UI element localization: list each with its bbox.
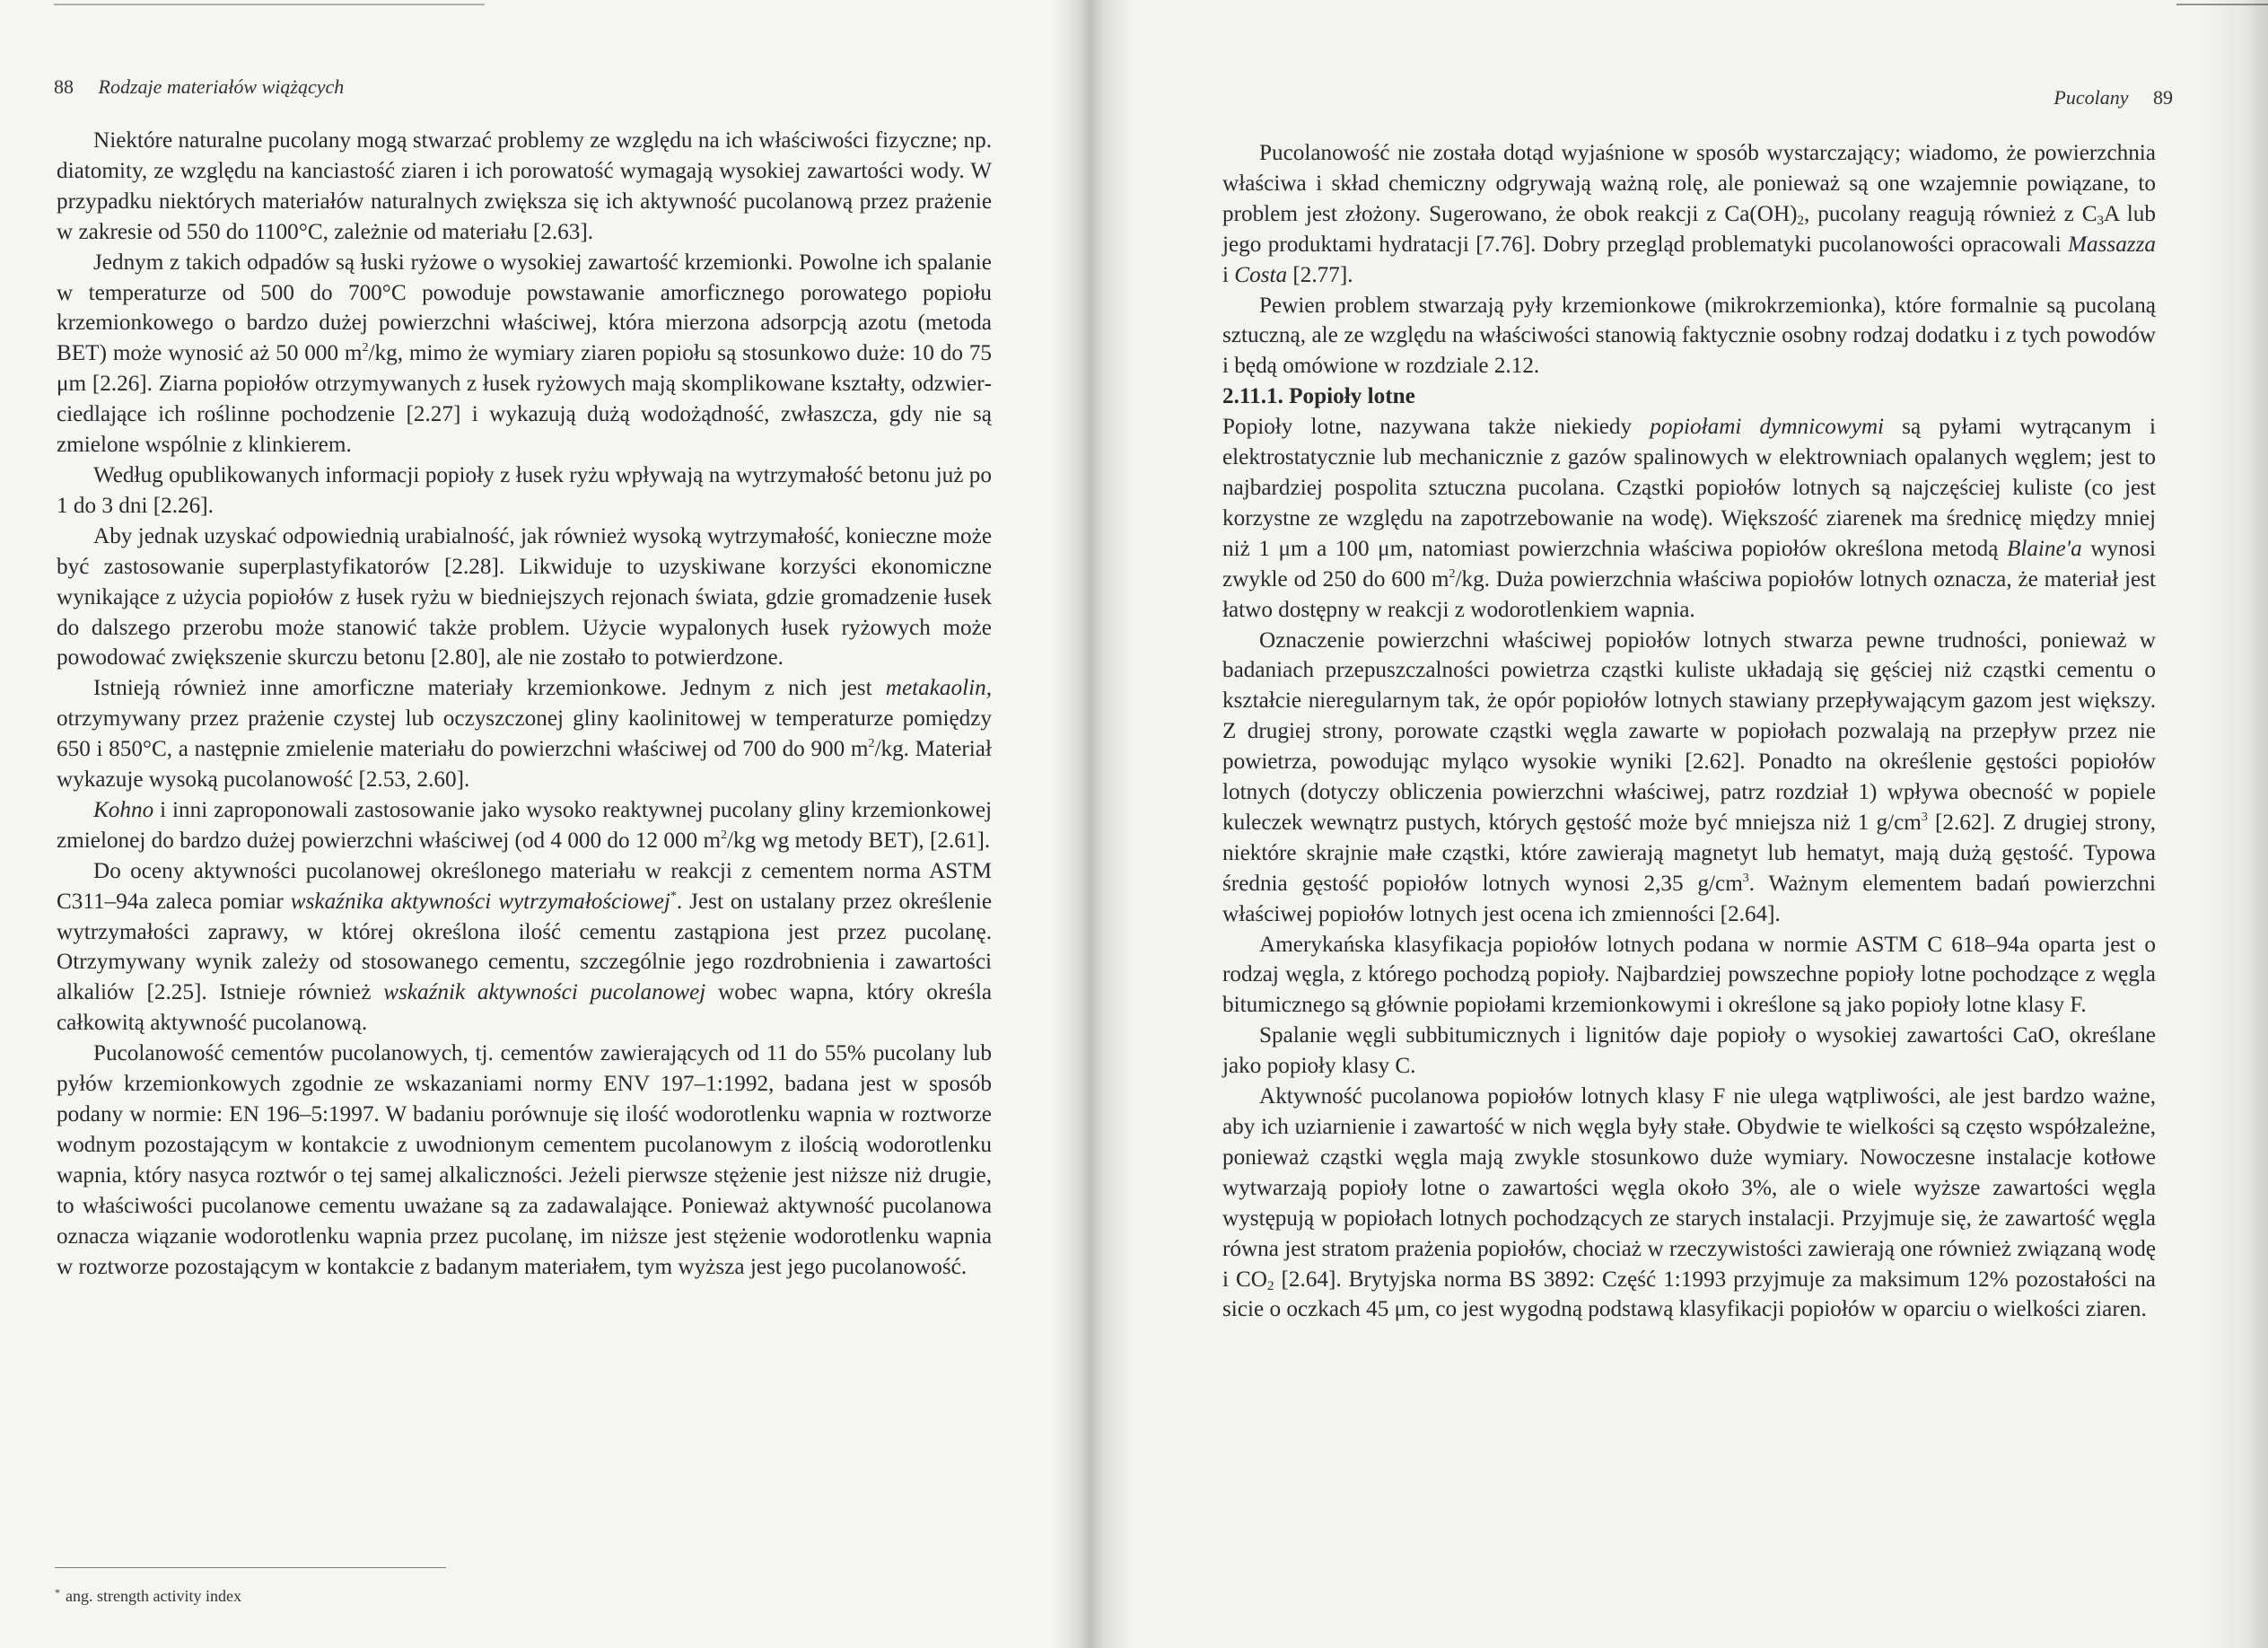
page-number: 89 <box>2153 86 2173 109</box>
running-head-left <box>54 75 344 99</box>
running-title: Rodzaje materiałów wiążących <box>98 75 345 98</box>
paragraph: Amerykańska klasyfikacja popiołów lotnych podana w normie ASTM C 618–94a oparta jest o rodzaj węgla, z którego pochodzą popioły. Najbardziej powszechne popioły lotne pochodzące z węgla bitumicznego są głównie popiołami krzemionkowymi i określone są jako popioły lotne klasy F. <box>1222 932 2156 1018</box>
paragraph: Spalanie węgli subbitumicznych i lignitów daje popioły o wysokiej zawartości CaO, określane jako popioły klasy C. <box>1222 1023 2156 1079</box>
book-gutter <box>1050 0 1131 1648</box>
footnote-mark: * <box>55 1586 60 1599</box>
section-heading: 2.11.1. Popioły lotne <box>1222 384 1415 409</box>
paragraph: Pewien problem stwarzają pyły krzemionkowe (mikrokrzemionka), które formalnie są pucolaną sztuczną, ale ze względu na właściwości stanowią faktycznie osobny rodzaj dodatku i z tych powodów i będą omówione w rozdziale 2.12. <box>1222 293 2156 379</box>
paragraph: Niektóre naturalne pucolany mogą stwarzać problemy ze względu na ich właściwości fizyczne; np. diatomity, ze względu na kanciastość ziaren i ich porowatość wymagają wysokiej zawartości wody. W przypadku niektórych materiałów naturalnych zwiększa się ich aktywność pucolanową przez prażenie w zakresie od 550 do 1100°C, zależnie od materiału [2.63]. <box>57 128 992 244</box>
footnote <box>55 1586 241 1606</box>
page-edge-shadow <box>2205 0 2268 1648</box>
running-head-right <box>2053 86 2173 110</box>
paragraph: Pucolanowość nie została dotąd wyjaśnione w sposób wystarczający; wiadomo, że powierzchnia właściwa i skład chemiczny odgrywają ważną rolę, ale ponieważ są one wzajemnie powiązane, to problem jest złożony. Sugerowano, że obok reakcji z $Ca(OH)_2$, pucolany reagują również z $C_3A$ lub jego produktami hydratacji [7.76]. Dobry przegląd problematyki pucolanowości opracowali Massazza i Costa [2.77]. <box>1222 141 2156 287</box>
paragraph: Aby jednak uzyskać odpowiednią urabialność, jak również wysoką wytrzymałość, konieczne może być zastosowanie superplastyfikatorów [2.28]. Likwiduje to uzyskiwane korzyści ekonomiczne wynikające z użycia popiołów z łusek ryżu w biedniejszych rejonach świata, gdzie gromadzenie łusek do dalszego przerobu może stanowić także problem. Użycie wypalonych łusek ryżowych może powodować zwiększenie skurczu betonu [2.80], ale nie zostało to potwierdzone. <box>57 523 992 671</box>
top-edge-line <box>54 4 485 5</box>
paragraph: Jednym z takich odpadów są łuski ryżowe o wysokiej zawartość krzemionki. Powolne ich spalanie w temperaturze od 500 do 700°C powoduje powstawanie amorficznego porowatego popiołu krzemionkowego o bardzo dużej powierzchni właściwej, która mierzona adsorpcją azotu (metoda BET) może wynosić aż 50 000 $m^2/kg$, mimo że wymiary ziaren popiołu są stosunkowo duże: 10 do 75 μm [2.26]. Ziarna popiołów otrzymywanych z łusek ryżowych mają skomplikowane kształty, odzwierciedlające ich roślinne pochodzenie [2.27] i wykazują dużą wodożądność, zwłaszcza, gdy nie są zmielone wspólnie z klinkierem. <box>57 250 993 458</box>
paragraph: Istnieją również inne amorficzne materiały krzemionkowe. Jednym z nich jest metakaolin, otrzymywany przez prażenie czystej lub oczyszczonej gliny kaolinitowej w temperaturze pomiędzy 650 i 850°C, a następnie zmielenie materiału do powierzchni właściwej od 700 do 900 $m^2/kg$. Materiał wykazuje wysoką pucolanowość [2.53, 2.60]. <box>57 676 992 793</box>
paragraph: Według opublikowanych informacji popioły z łusek ryżu wpływają na wytrzymałość betonu już po 1 do 3 dni [2.26]. <box>57 462 992 518</box>
left-body-text <box>57 126 992 1282</box>
right-page <box>1077 0 2268 1648</box>
paragraph: Kohno i inni zaproponowali zastosowanie jako wysoko reaktywnej pucolany gliny krzemionkowej zmielonej do bardzo dużej powierzchni właściwej (od 4 000 do 12 000 $m^2/kg$ wg metody BET), [2.61]. <box>57 797 992 853</box>
left-page <box>0 0 1077 1648</box>
paragraph: Pucolanowość cementów pucolanowych, tj. cementów zawierających od 11 do 55% pucolany lub pyłów krzemionkowych zgodnie ze wskazaniami normy ENV 197–1:1992, badana jest w sposób podany w normie: EN 196–5:1997. W badaniu porównuje się ilość wodorotlenku wapnia w roztworze wodnym pozostającym w kontakcie z uwodnionym cementem pucolanowym z ilością wodorotlenku wapnia, który nasyca roztwór o tej samej alkaliczności. Jeżeli pierwsze stężenie jest niższe niż drugie, to właściwości pucolanowe cementu uważane są za zadawalające. Ponieważ aktywność pucolanowa oznacza wiązanie wodorotlenku wapnia przez pucolanę, im niższe jest stężenie wodorotlenku wapnia w roztworze pozostającym w kontakcie z badanym materiałem, tym wyższa jest jego pucolanowość. <box>57 1041 992 1279</box>
paragraph: Popioły lotne, nazywana także niekiedy popiołami dymnicowymi są pyłami wytrącanym i elektrostatycznie lub mechanicznie z gazów spalinowych w elektrowniach opalanych węglem; jest to najbardziej pospolita sztuczna pucolana. Cząstki popiołów lotnych są najczęściej kuliste (co jest korzystne ze względu na zapotrzebowanie na wodę). Większość ziarenek ma średnicę między mniej niż 1 μm a 100 μm, natomiast powierzchnia właściwa popiołów określona metodą Blaine'a wynosi zwykle od 250 do 600 $m^2/kg$. Duża powierzchnia właściwa popiołów lotnych oznacza, że materiał jest łatwo dostępny w reakcji z wodorotlenkiem wapnia. <box>1222 415 2156 622</box>
right-body-text <box>1222 138 2156 1325</box>
footnote-rule <box>55 1567 446 1568</box>
paragraph: Do oceny aktywności pucolanowej określonego materiału w reakcji z cementem norma ASTM C311–94a zaleca pomiar wskaźnika aktywności wytrzymałościowej*. Jest on ustalany przez określenie wytrzymałości zaprawy, w której określona ilość cementu zastąpiona jest przez pucolanę. Otrzymywany wynik zależy od stosowanego cementu, szczególnie jego rozdrobnienia i zawartości alkaliów [2.25]. Istnieje również wskaźnik aktywności pucolanowej wobec wapna, który określa całkowitą aktywność pucolanową. <box>57 858 993 1036</box>
footnote-text: ang. strength activity index <box>66 1587 241 1605</box>
paragraph: Oznaczenie powierzchni właściwej popiołów lotnych stwarza pewne trudności, ponieważ w badaniach przepuszczalności powietrza cząstki kuliste układają się gęściej niż cząstki cementu o kształcie nieregularnym tak, że opór popiołów lotnych stawiany przepływającym gazom jest większy. Z drugiej strony, porowate cząstki węgla zawarte w popiołach pozwalają na przepływ przez nie powietrza, powodując myląco wysokie wyniki [2.62]. Ponadto na określenie gęstości popiołów lotnych (dotyczy obliczenia powierzchni właściwej, patrz rozdział 1) wpływa obecność w popiele kuleczek wewnątrz pustych, których gęstość może być mniejsza niż 1 $g/cm^3$ [2.62]. Z drugiej strony, niektóre skrajnie małe cząstki, które zawierają magnetyt lub hematyt, mają dużą gęstość. Typowa średnia gęstość popiołów lotnych wynosi 2,35 $g/cm^3$. Ważnym elementem badań powierzchni właściwej popiołów lotnych jest ocena ich zmienności [2.64]. <box>1222 627 2156 926</box>
page-number: 88 <box>54 75 74 98</box>
running-title: Pucolany <box>2053 86 2129 109</box>
paragraph: Aktywność pucolanowa popiołów lotnych klasy F nie ulega wątpliwości, ale jest bardzo ważne, aby ich uziarnienie i zawartość w nich węgla były stałe. Obydwie te wielkości są często współzależne, ponieważ cząstki węgla mają zwykle stosunkowo duże wymiary. Nowoczesne instalacje kotłowe wytwarzają popioły lotne o zawartości węgla około 3%, ale o wiele wyższe zawartości węgla występują w popiołach lotnych pochodzących ze starych instalacji. Przyjmuje się, że zawartość węgla równa jest stratom prażenia popiołów, chociaż w rzeczywistości zawierają one również związaną wodę i $CO_2$ [2.64]. Brytyjska norma BS 3892: Część 1:1993 przyjmuje za maksimum 12% pozostałości na sicie o oczkach 45 μm, co jest wygodną podstawą klasyfikacji popiołów w oparciu o wielkości ziaren. <box>1222 1084 2156 1322</box>
